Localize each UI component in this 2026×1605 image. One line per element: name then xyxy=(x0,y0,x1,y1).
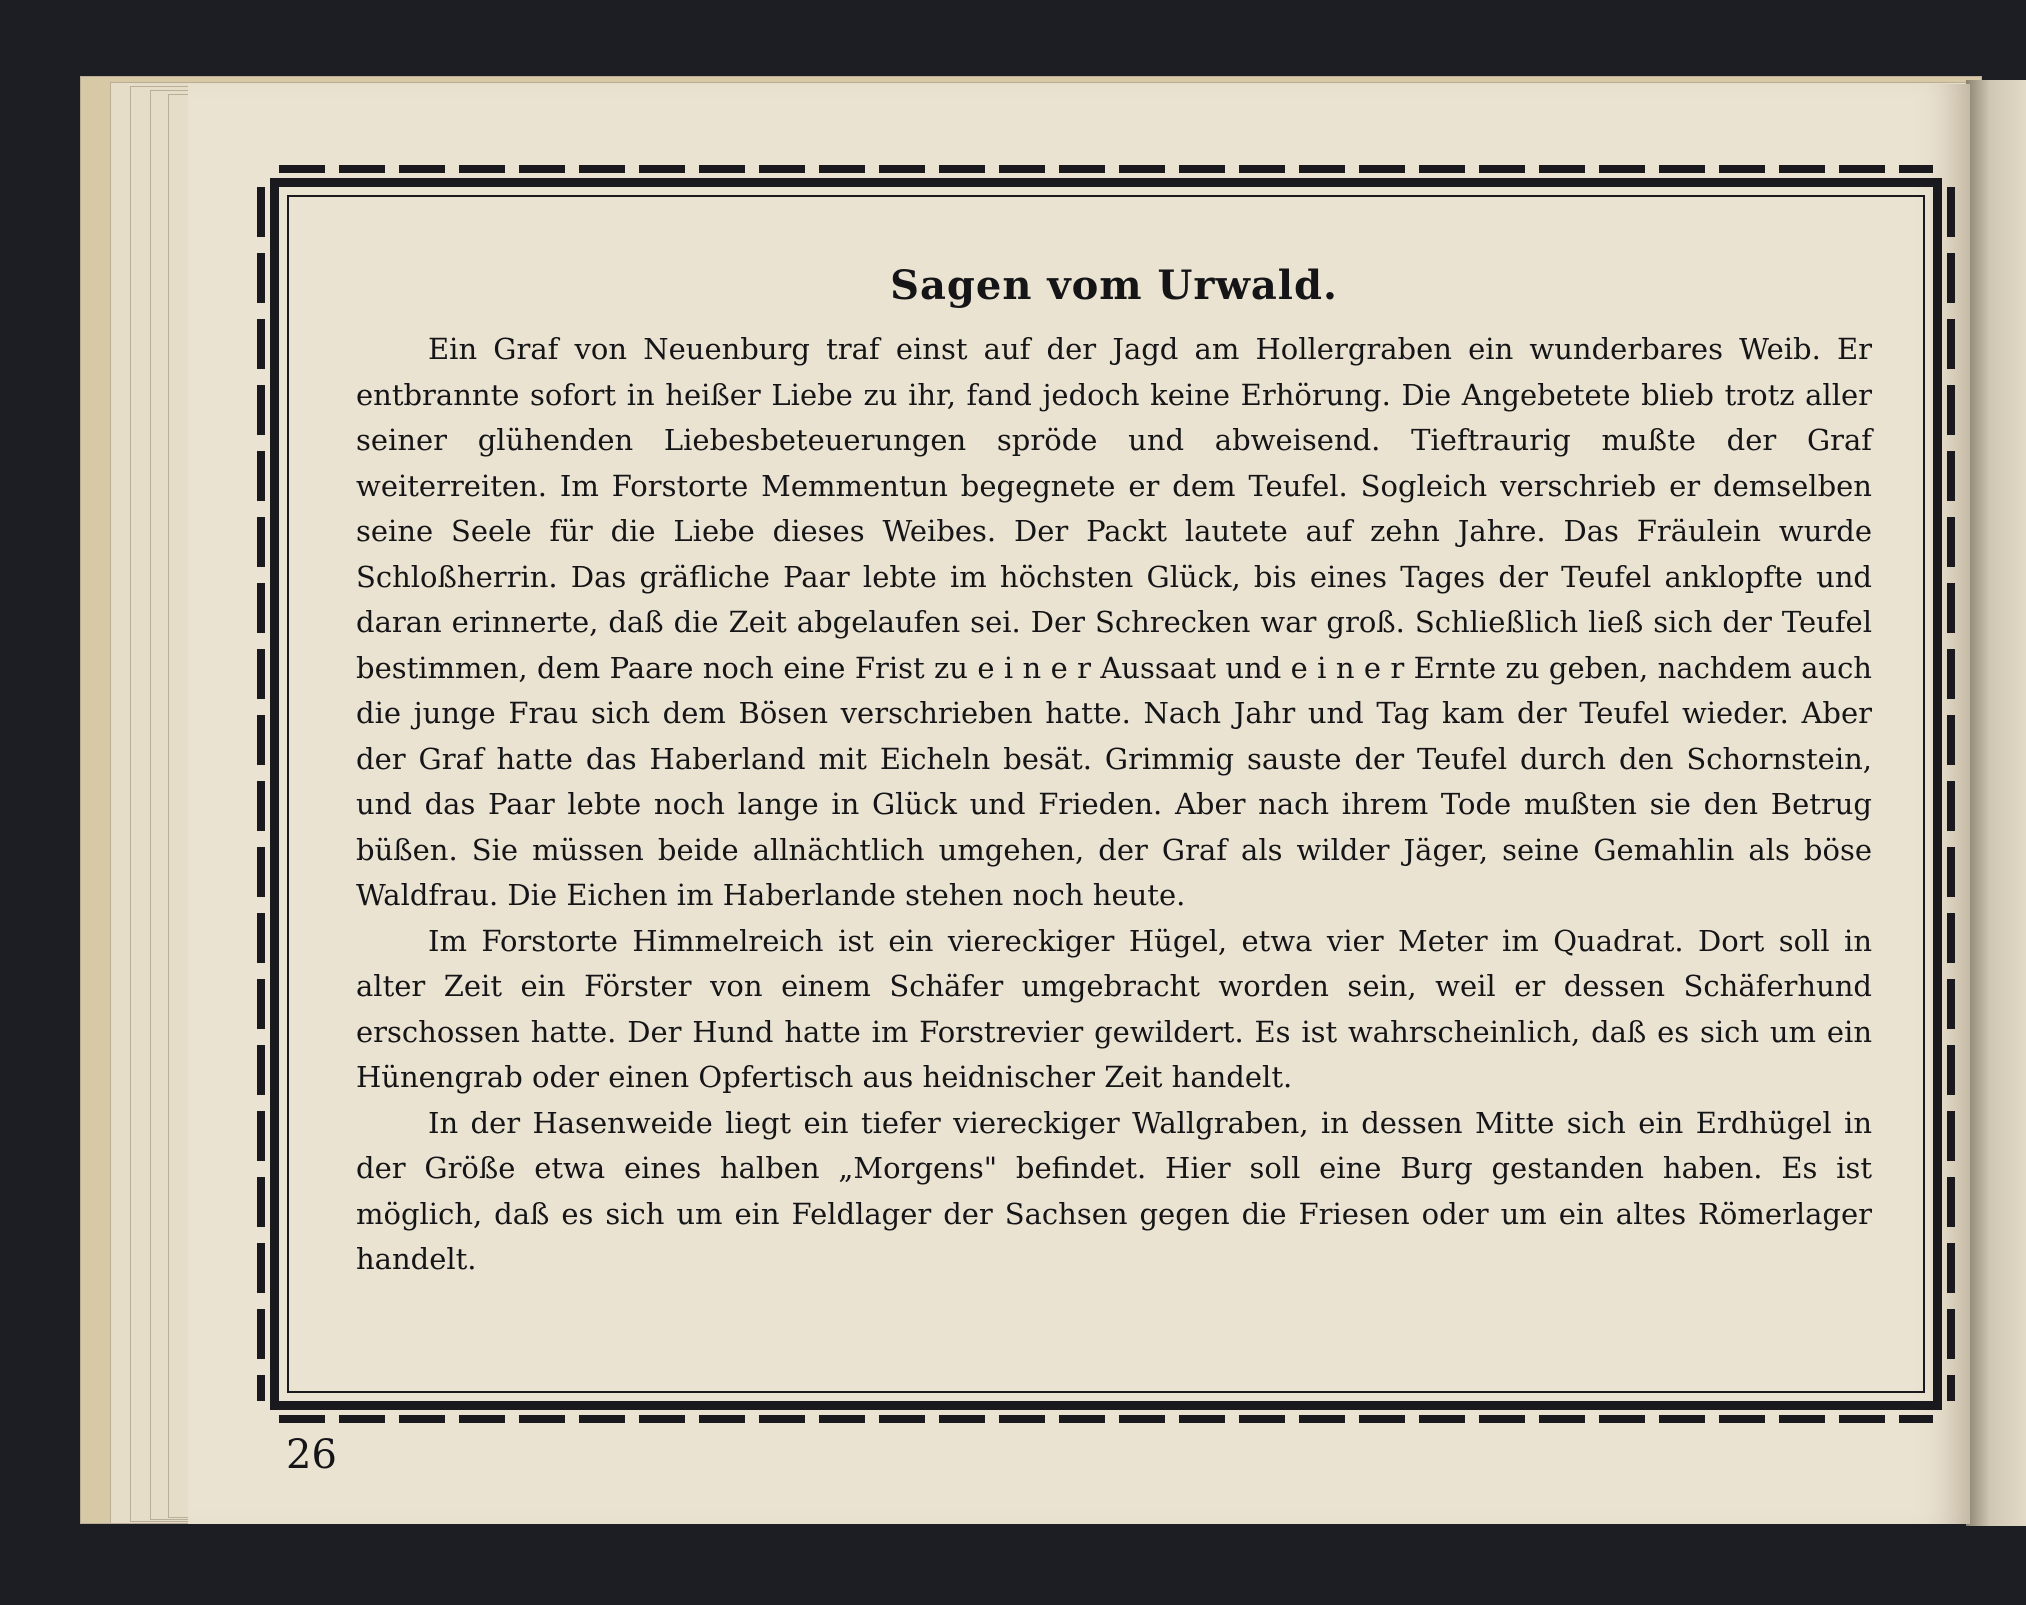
paragraph: Im Forstorte Himmelreich ist ein viereckiger Hügel, etwa vier Meter im Quadrat. Dort soll in alter Zeit ein Förster von einem Schäfer umgebracht worden sein, weil er dessen Schäferhund erschossen hatte. Der Hund hatte im Forstrevier gewildert. Es ist wahrscheinlich, daß es sich um ein Hünengrab oder einen Opfertisch aus heidnischer Zeit handelt. xyxy=(356,923,1872,1094)
paragraph: In der Hasenweide liegt ein tiefer viereckiger Wallgraben, in dessen Mitte sich ein Erdhügel in der Größe etwa eines halben „Morgens" befindet. Hier soll eine Burg gestanden haben. Es ist möglich, daß es sich um ein Feldlager der Sachsen gegen die Friesen oder um ein altes Römerlager handelt. xyxy=(356,1105,1872,1276)
page-content xyxy=(356,262,1872,1283)
border-ornament-left xyxy=(257,187,265,1401)
border-ornament-top xyxy=(279,165,1933,173)
paragraph: Ein Graf von Neuenburg traf einst auf der Jagd am Hollergraben ein wunderbares Weib. Er entbrannte sofort in heißer Liebe zu ihr, fand jedoch keine Erhörung. Die Angebetete blieb trotz aller seiner glühenden Liebesbeteuerungen spröde und abweisend. Tieftraurig mußte der Graf weiterreiten. Im Forstorte Memmentun begegnete er dem Teufel. Sogleich verschrieb er demselben seine Seele für die Liebe dieses Weibes. Der Packt lautete auf zehn Jahre. Das Fräulein wurde Schloßherrin. Das gräfliche Paar lebte im höchsten Glück, bis eines Tages der Teufel anklopfte und daran erinnerte, daß die Zeit abgelaufen sei. Der Schrecken war groß. Schließlich ließ sich der Teufel bestimmen, dem Paare noch eine Frist zu e i n e r Aussaat und e i n e r Ernte zu geben, nachdem auch die junge Frau sich dem Bösen verschrieben hatte. Nach Jahr und Tag kam der Teufel wieder. Aber der Graf hatte das Haberland mit Eicheln besät. Grimmig sauste der Teufel durch den Schornstein, und das Paar lebte noch lange in Glück und Frieden. Aber nach ihrem Tode mußten sie den Betrug büßen. Sie müssen beide allnächtlich umgehen, der Graf als wilder Jäger, seine Gemahlin als böse Waldfrau. Die Eichen im Haberlande stehen noch heute. xyxy=(356,332,1872,912)
page-number: 26 xyxy=(286,1432,337,1478)
facing-page-edge xyxy=(1966,80,2026,1526)
border-ornament-bottom xyxy=(279,1415,1933,1423)
page-title: Sagen vom Urwald. xyxy=(890,262,1338,309)
border-ornament-right xyxy=(1947,187,1955,1401)
